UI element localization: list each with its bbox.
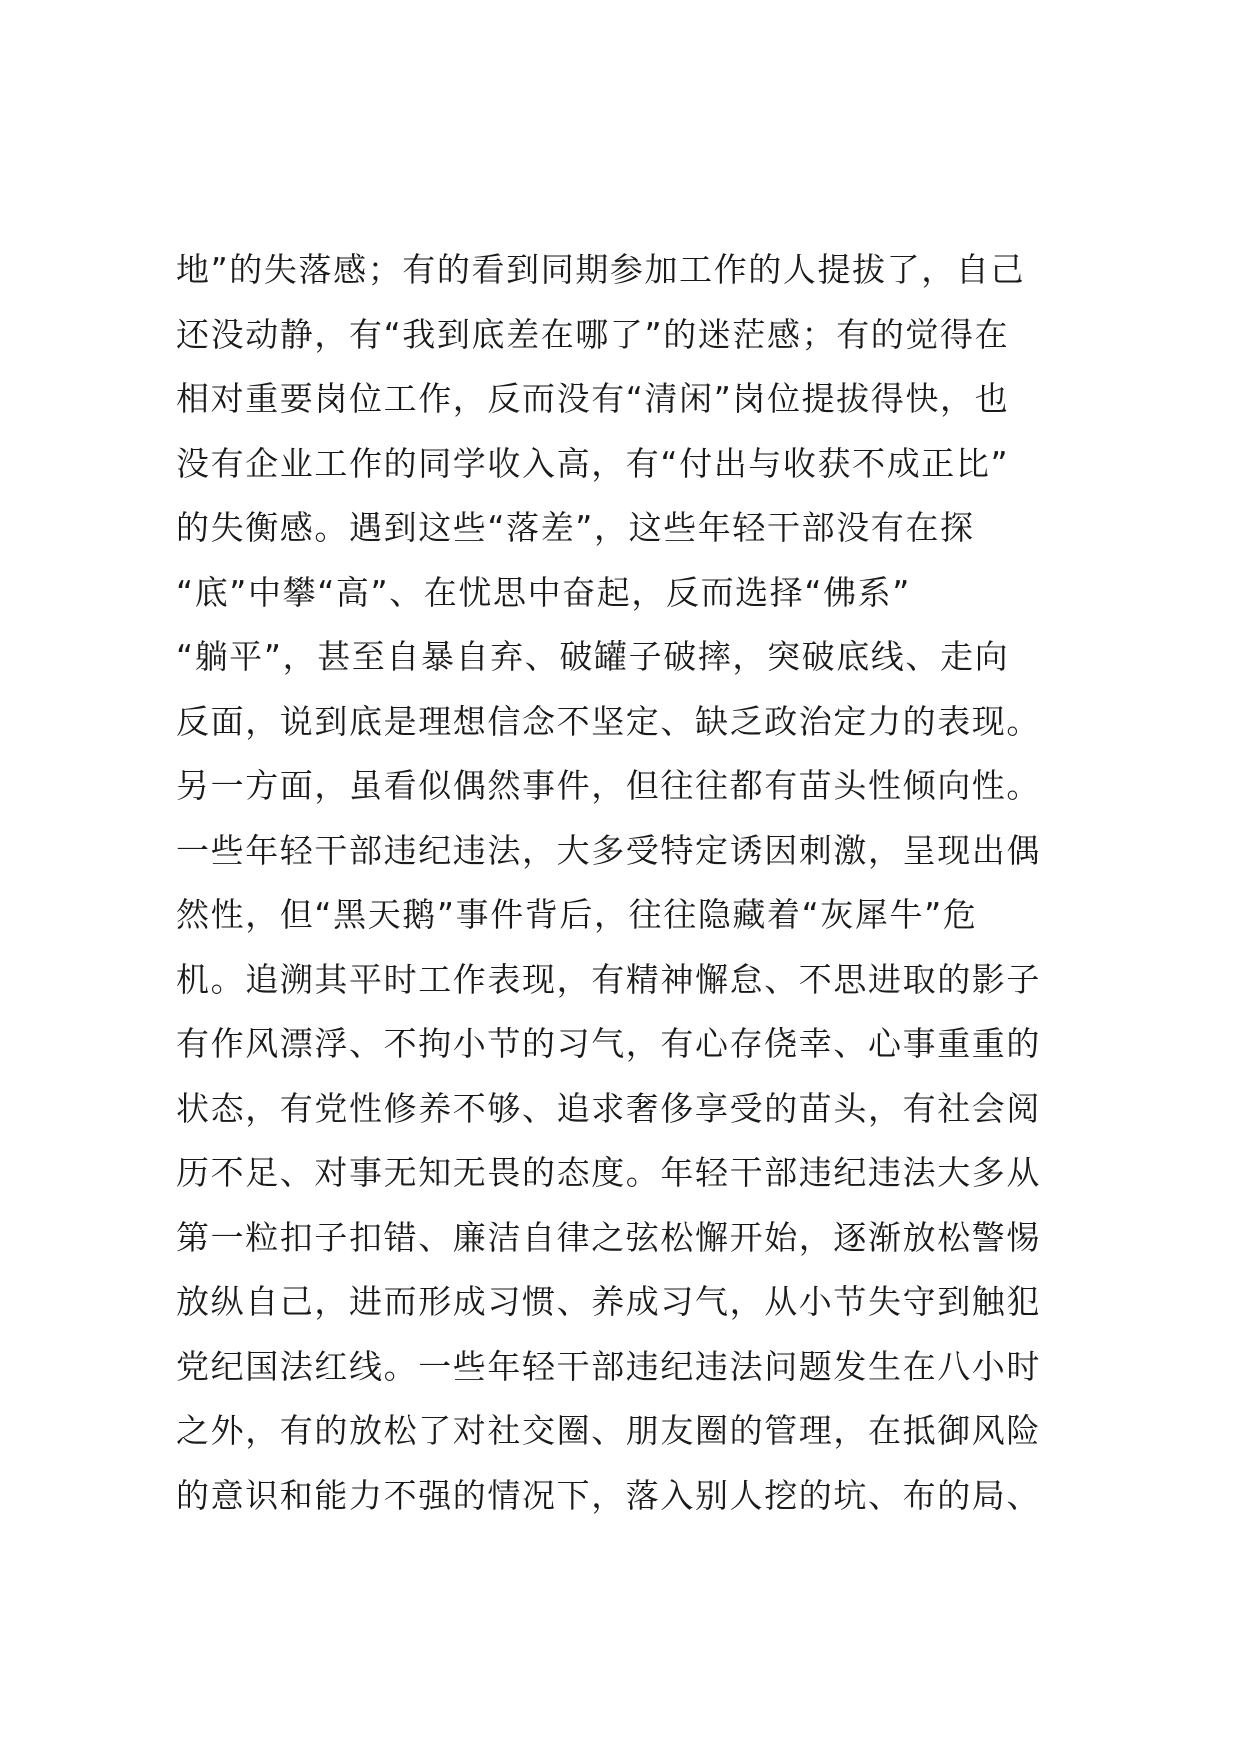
- text-line: 相对重要岗位工作，反而没有“清闲”岗位提拔得快，也: [176, 379, 1010, 418]
- text-line: 放纵自己，进而形成习惯、养成习气，从小节失守到触犯: [176, 1282, 1041, 1321]
- text-line: 然性，但“黑天鹅”事件背后，往往隐藏着“灰犀牛”危: [176, 895, 978, 934]
- text-line: 反面，说到底是理想信念不坚定、缺乏政治定力的表现。: [176, 701, 1041, 741]
- text-line: 的意识和能力不强的情况下，落入别人挖的坑、布的局、: [176, 1475, 1041, 1515]
- text-line: “底”中攀“高”、在忧思中奋起，反而选择“佛系”: [176, 572, 911, 612]
- text-line: “躺平”，甚至自暴自弃、破罐子破摔，突破底线、走向: [176, 637, 1010, 676]
- text-line: 地”的失落感；有的看到同期参加工作的人提拔了，自己: [176, 250, 1026, 289]
- text-line: 第一粒扣子扣错、廉洁自律之弦松懈开始，逐渐放松警惕: [176, 1217, 1041, 1257]
- text-line: 之外，有的放松了对社交圈、朋友圈的管理，在抵御风险: [176, 1411, 1041, 1450]
- text-line: 机。追溯其平时工作表现，有精神懈怠、不思进取的影子: [176, 959, 1041, 999]
- text-line: 还没动静，有“我到底差在哪了”的迷茫感；有的觉得在: [176, 314, 1010, 354]
- body-text: [176, 238, 1096, 1528]
- text-line: 有作风漂浮、不拘小节的习气，有心存侥幸、心事重重的: [176, 1024, 1041, 1063]
- text-line: 一些年轻干部违纪违法，大多受特定诱因刺激，呈现出偶: [176, 830, 1041, 870]
- text-line: 另一方面，虽看似偶然事件，但往往都有苗头性倾向性。: [176, 766, 1041, 805]
- text-line: 党纪国法红线。一些年轻干部违纪违法问题发生在八小时: [176, 1346, 1041, 1386]
- text-line: 历不足、对事无知无畏的态度。年轻干部违纪违法大多从: [176, 1153, 1041, 1192]
- text-line: 的失衡感。遇到这些“落差”，这些年轻干部没有在探: [176, 508, 975, 547]
- text-line: 没有企业工作的同学收入高，有“付出与收获不成正比”: [176, 443, 1010, 483]
- text-line: 状态，有党性修养不够、追求奢侈享受的苗头，有社会阅: [176, 1088, 1041, 1128]
